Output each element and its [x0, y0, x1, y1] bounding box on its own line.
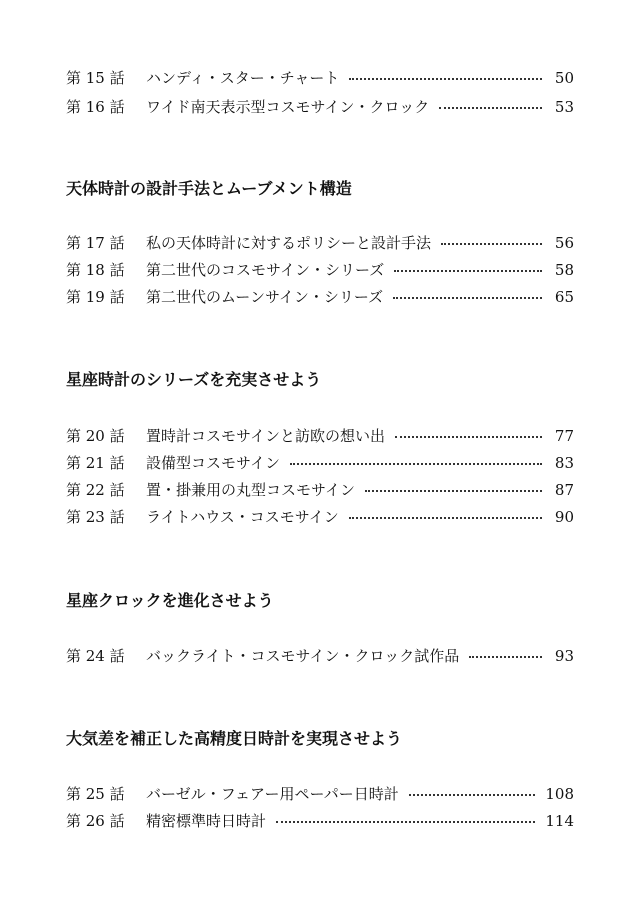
toc-entry-16[interactable]: [66, 96, 574, 118]
chapter-number: 第 17 話: [66, 234, 125, 252]
toc-entry-18[interactable]: [66, 259, 574, 281]
leader-dots: [409, 783, 536, 805]
chapter-title: 精密標準時日時計: [146, 812, 267, 830]
page-number: 65: [554, 288, 574, 306]
chapter-number: 第 24 話: [66, 647, 125, 665]
chapter-number: 第 18 話: [66, 261, 125, 279]
leader-dots: [393, 286, 542, 308]
toc-entry-17[interactable]: [66, 232, 574, 254]
chapter-title: 置・掛兼用の丸型コスモサイン: [146, 481, 355, 499]
chapter-title: 第二世代のコスモサイン・シリーズ: [146, 261, 385, 279]
section-heading: 天体時計の設計手法とムーブメント構造: [66, 179, 352, 198]
chapter-number: 第 19 話: [66, 288, 125, 306]
toc-entry-15[interactable]: [66, 67, 574, 89]
page-number: 83: [554, 454, 574, 472]
chapter-title: 第二世代のムーンサイン・シリーズ: [146, 288, 384, 306]
toc-entry-22[interactable]: [66, 479, 574, 501]
section-heading: 星座時計のシリーズを充実させよう: [66, 370, 322, 389]
section-heading: 大気差を補正した高精度日時計を実現させよう: [66, 729, 403, 748]
page-number: 87: [554, 481, 574, 499]
chapter-number: 第 25 話: [66, 785, 125, 803]
chapter-title: ワイド南天表示型コスモサイン・クロック: [146, 98, 430, 116]
toc-entry-23[interactable]: [66, 506, 574, 528]
section-heading: 星座クロックを進化させよう: [66, 591, 274, 610]
toc-entry-25[interactable]: [66, 783, 574, 805]
page-number: 108: [545, 785, 574, 803]
leader-dots: [349, 67, 542, 89]
chapter-number: 第 20 話: [66, 427, 125, 445]
page-number: 58: [554, 261, 574, 279]
chapter-number: 第 22 話: [66, 481, 125, 499]
leader-dots: [394, 259, 542, 281]
page-number: 56: [554, 234, 574, 252]
leader-dots: [395, 425, 542, 447]
toc-entry-20[interactable]: [66, 425, 574, 447]
chapter-title: 私の天体時計に対するポリシーと設計手法: [146, 234, 432, 252]
chapter-number: 第 15 話: [66, 69, 125, 87]
chapter-number: 第 23 話: [66, 508, 125, 526]
page-number: 93: [554, 647, 574, 665]
page-number: 90: [554, 508, 574, 526]
page-number: 77: [554, 427, 574, 445]
chapter-title: バックライト・コスモサイン・クロック試作品: [146, 647, 460, 665]
leader-dots: [439, 96, 542, 118]
page-number: 114: [545, 812, 574, 830]
page-number: 53: [554, 98, 574, 116]
leader-dots: [469, 645, 542, 667]
leader-dots: [276, 810, 535, 832]
leader-dots: [365, 479, 542, 501]
chapter-title: バーゼル・フェアー用ペーパー日時計: [146, 785, 399, 803]
toc-entry-24[interactable]: [66, 645, 574, 667]
page-number: 50: [554, 69, 574, 87]
leader-dots: [441, 232, 542, 254]
chapter-number: 第 26 話: [66, 812, 125, 830]
leader-dots: [290, 452, 542, 474]
toc-entry-19[interactable]: [66, 286, 574, 308]
chapter-title: ハンディ・スター・チャート: [146, 69, 340, 87]
chapter-title: 設備型コスモサイン: [146, 454, 280, 472]
chapter-title: ライトハウス・コスモサイン: [146, 508, 339, 526]
leader-dots: [349, 506, 542, 528]
chapter-number: 第 21 話: [66, 454, 125, 472]
chapter-number: 第 16 話: [66, 98, 125, 116]
chapter-title: 置時計コスモサインと訪欧の想い出: [146, 427, 385, 445]
toc-entry-21[interactable]: [66, 452, 574, 474]
toc-entry-26[interactable]: [66, 810, 574, 832]
